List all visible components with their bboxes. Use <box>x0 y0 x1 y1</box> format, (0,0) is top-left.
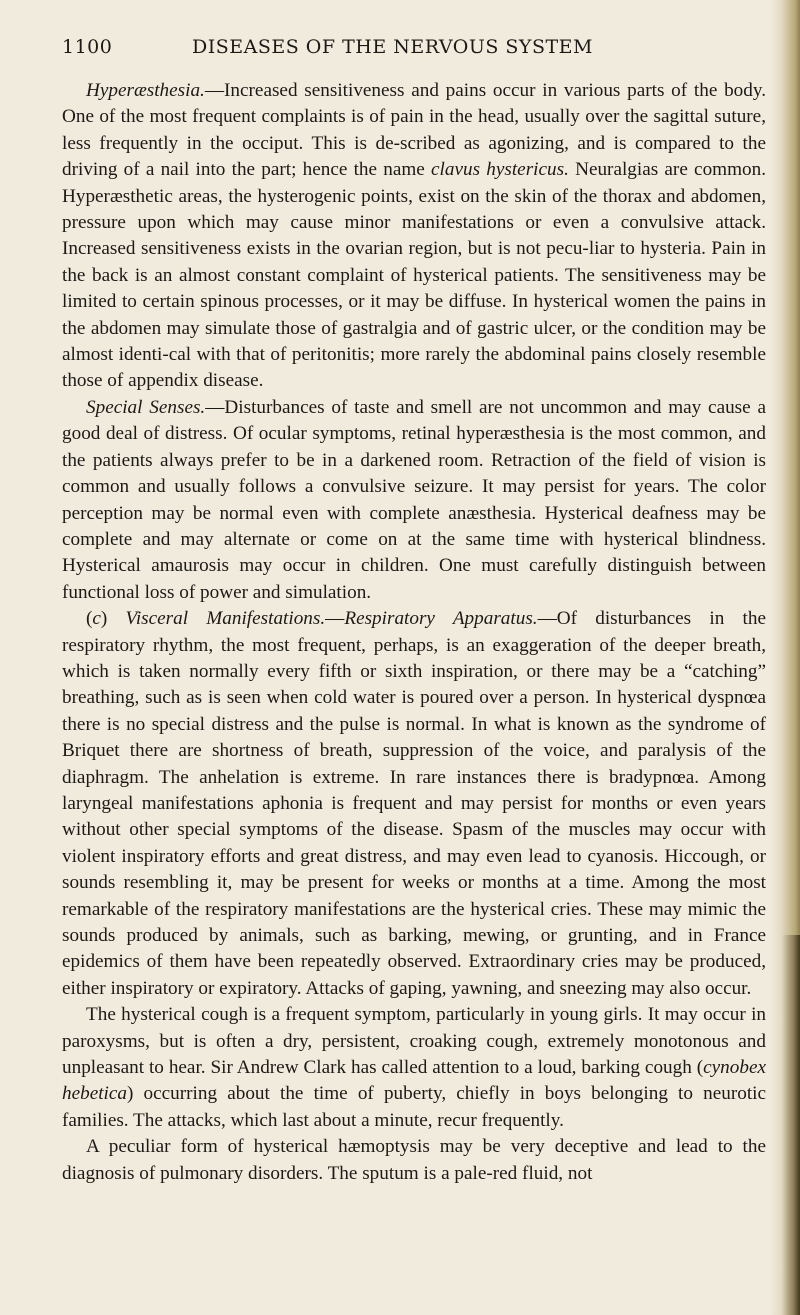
running-head <box>62 36 766 66</box>
subsection-heading: Respiratory Apparatus. <box>344 608 538 630</box>
paragraph-hyperaesthesia: Hyperæsthesia.—Increased sensitiveness and pains occur in various parts of the body. One of the most frequent complaints is of pain in the head, usually over the sagittal suture, less frequently in the occiput. This is de-scribed as agonizing, and is compared to the driving of a nail into the part; hence the name clavus hystericus. Neuralgias are common. Hyperæsthetic areas, the hysterogenic points, exist on the skin of the thorax and abdomen, pressure upon which may cause minor manifestations or even a convulsive attack. Increased sensitiveness exists in the ovarian region, but is not pecu-liar to hysteria. Pain in the back is an almost constant complaint of hysterical patients. The sensitiveness may be limited to certain spinous processes, or it may be diffuse. In hysterical women the pains in the abdomen may simulate those of gastralgia and of gastric ulcer, or the condition may be almost identi-cal with that of peritonitis; more rarely the abdominal pains closely resemble those of appendix disease. <box>62 80 766 392</box>
list-letter: c <box>92 608 101 630</box>
body-text <box>62 78 766 1187</box>
section-heading: Special Senses. <box>86 396 206 418</box>
page-number: 1100 <box>62 36 113 58</box>
paragraph-hysterical-cough: The hysterical cough is a frequent symptom, particularly in young girls. It may occur in paroxysms, but is often a dry, persistent, croaking cough, extremely monotonous and unpleasant to hear. Sir Andrew Clark has called attention to a loud, barking cough (cynobex hebetica) occurring about the time of puberty, chiefly in boys belonging to neurotic families. The attacks, which last about a minute, recur frequently. <box>62 1004 766 1131</box>
section-heading: Hyperæsthesia. <box>86 80 205 101</box>
section-heading: Visceral Manifestations. <box>125 608 326 630</box>
paragraph-visceral-manifestations: (c) Visceral Manifestations.—Respiratory Apparatus.—Of disturbances in the respiratory rhythm, the most frequent, perhaps, is an exaggeration of the deeper breath, which is taken normally every fifth or sixth inspiration, or there may be a “catching” breathing, such as is seen when cold water is poured over a person. In hysterical dyspnœa there is no special distress and the pulse is normal. In what is known as the syndrome of Briquet there are shortness of breath, suppression of the voice, and paralysis of the diaphragm. The anhelation is extreme. In rare instances there is bradypnœa. Among laryngeal manifestations aphonia is frequent and may persist for months or even years without other special symptoms of the disease. Spasm of the muscles may occur with violent inspiratory efforts and great distress, and may even lead to cyanosis. Hiccough, or sounds resembling it, may be present for weeks or months at a time. Among the most remarkable of the respiratory manifestations are the hysterical cries. These may mimic the sounds produced by animals, such as barking, mewing, or grunting, and in France epidemics of them have been repeatedly observed. Extraordinary cries may be produced, either inspiratory or expiratory. Attacks of gaping, yawning, and sneezing may also occur. <box>62 608 766 999</box>
paragraph-special-senses: Special Senses.—Disturbances of taste and smell are not uncommon and may cause a good deal of distress. Of ocular symptoms, retinal hyperæsthesia is the most common, and the patients always prefer to be in a darkened room. Retraction of the field of vision is common and usually follows a convulsive seizure. It may persist for years. The color perception may be normal even with complete anæsthesia. Hysterical deafness may be complete and may alternate or come on at the same time with hysterical blindness. Hysterical amaurosis may occur in children. One must carefully distinguish between functional loss of power and simulation. <box>62 396 766 603</box>
paragraph-haemoptysis: A peculiar form of hysterical hæmoptysis may be very deceptive and lead to the diagnosis of pulmonary disorders. The sputum is a pale-red fluid, not <box>62 1136 766 1184</box>
latin-term: clavus hystericus. <box>431 159 569 181</box>
book-page <box>62 36 766 1187</box>
running-title: DISEASES OF THE NERVOUS SYSTEM <box>192 36 593 58</box>
latin-term: cynobex hebetica <box>62 1057 766 1105</box>
page-edge-shadow-bottom <box>782 935 800 1315</box>
